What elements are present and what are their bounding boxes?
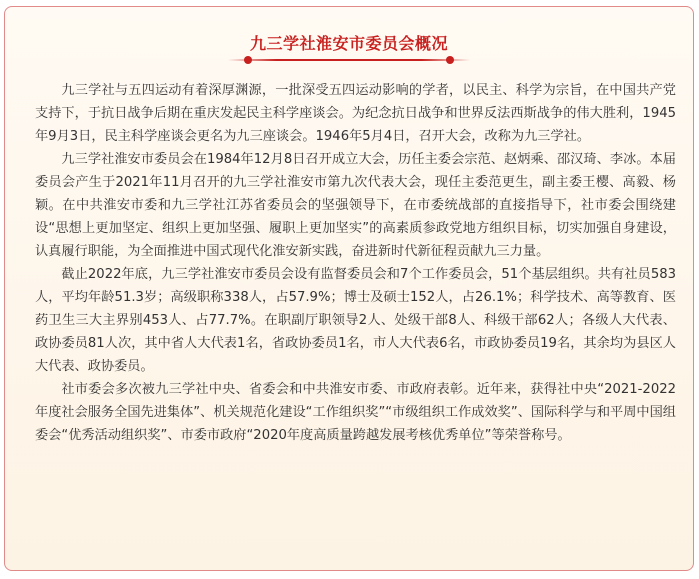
- title-underline-dot-right: [446, 56, 454, 64]
- title-underline-decoration: [228, 56, 470, 64]
- title-underline-bar: [228, 59, 470, 61]
- page-title-text: 九三学社淮安市委员会概况: [249, 34, 448, 53]
- content-card: [4, 6, 694, 571]
- title-underline-dot-left: [244, 56, 252, 64]
- article-body: [35, 79, 676, 447]
- paragraph-history: 九三学社与五四运动有着深厚渊源，一批深受五四运动影响的学者，以民主、科学为宗旨，在中国共产党支持下，于抗日战争后期在重庆发起民主科学座谈会。为纪念抗日战争和世界反法西斯战争的伟大胜利，1945年9月3日，民主科学座谈会更名为九三座谈会。1946年5月4日，召开大会，改称为九三学社。: [35, 83, 676, 144]
- paragraph-statistics: 截止2022年底，九三学社淮安市委员会设有监督委员会和7个工作委员会，51个基层组织。共有社员583人，平均年龄51.3岁；高级职称338人，占57.9%；博士及硕士152人，占26.1%；科学技术、高等教育、医药卫生三大主界别453人、占77.7%。在职副厅职领导2人、处级干部8人、科级干部62人；各级人大代表、政协委员81人次，其中省人大代表1名，省政协委员1名，市人大代表6名，市政协委员19名，其余均为县区人大代表、政协委员。: [35, 267, 676, 374]
- paragraph-organization: 九三学社淮安市委员会在1984年12月8日召开成立大会，历任主委会宗范、赵炳乘、邵汉琦、李冰。本届委员会产生于2021年11月召开的九三学社淮安市第九次代表大会，现任主委范更生，副主委王樱、高毅、杨颖。在中共淮安市委和九三学社江苏省委员会的坚强领导下，在市委统战部的直接指导下，社市委会围绕建设“思想上更加坚定、组织上更加坚强、履职上更加坚实”的高素质参政党地方组织目标，切实加强自身建设，认真履行职能，为全面推进中国式现代化淮安新实践，奋进新时代新征程贡献九三力量。: [35, 152, 676, 259]
- title-area: [5, 31, 693, 64]
- paragraph-honors: 社市委会多次被九三学社中央、省委会和中共淮安市委、市政府表彰。近年来，获得社中央“2021-2022年度社会服务全国先进集体”、机关规范化建设“工作组织奖”“市级组织工作成效奖”、国际科学与和平周中国组委会“优秀活动组织奖”、市委市政府“2020年度高质量跨越发展考核优秀单位”等荣誉称号。: [35, 382, 676, 443]
- page-title: [242, 31, 456, 64]
